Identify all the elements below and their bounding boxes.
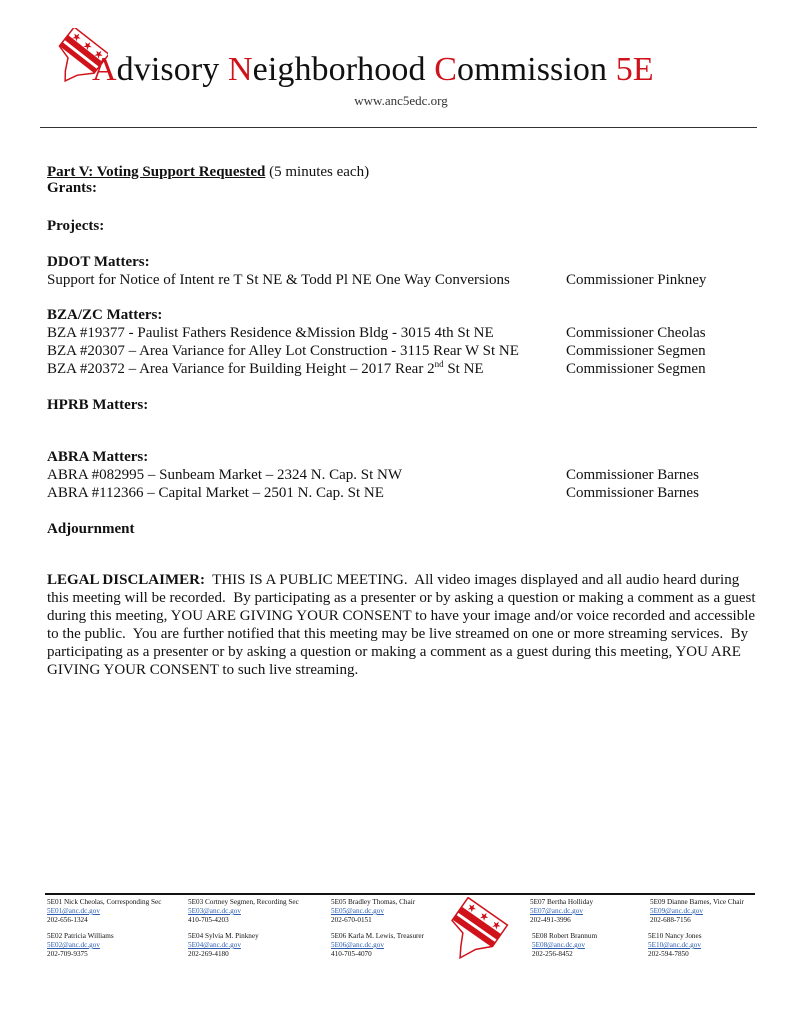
commissioner-contact: [331, 932, 424, 959]
commissioner-contact: [532, 932, 597, 959]
commissioner-email-link[interactable]: 5E09@anc.dc.gov: [650, 907, 703, 915]
section-heading-ddot: DDOT Matters:: [47, 254, 150, 270]
agenda-item: BZA #20307 – Area Variance for Alley Lot Construction - 3115 Rear W St NE: [47, 343, 519, 359]
commissioner-name: 5E05 Bradley Thomas, Chair: [331, 898, 416, 906]
disclaimer-label: LEGAL DISCLAIMER:: [47, 572, 205, 588]
presenter: Commissioner Cheolas: [566, 325, 706, 341]
section-heading-bza: BZA/ZC Matters:: [47, 307, 163, 323]
commissioner-contact: [530, 898, 593, 925]
agenda-item-text: BZA #20372 – Area Variance for Building Height – 2017 Rear 2: [47, 361, 435, 377]
commissioner-name: 5E02 Patricia Williams: [47, 932, 114, 940]
commissioner-phone: 202-594-7850: [648, 950, 689, 958]
title-initial: 5E: [615, 51, 654, 88]
commissioner-email-link[interactable]: 5E06@anc.dc.gov: [331, 941, 384, 949]
projects-heading: Projects:: [47, 218, 105, 234]
presenter: Commissioner Pinkney: [566, 272, 707, 288]
commissioner-contact: [188, 932, 259, 959]
part-title: Part V: Voting Support Requested: [47, 164, 266, 180]
agenda-item: BZA #19377 - Paulist Fathers Residence &Mission Bldg - 3015 4th St NE: [47, 325, 494, 341]
commissioner-phone: 202-491-3996: [530, 916, 571, 924]
commissioner-contact: [650, 898, 744, 925]
title-initial: N: [227, 51, 253, 88]
commissioner-email-link[interactable]: 5E02@anc.dc.gov: [47, 941, 100, 949]
commissioner-contact: [331, 898, 415, 925]
website-url: www.anc5edc.org: [354, 93, 448, 108]
commissioner-phone: 202-256-8452: [532, 950, 573, 958]
footer-divider: [45, 893, 755, 895]
commissioner-phone: 202-670-0151: [331, 916, 372, 924]
legal-disclaimer: [47, 571, 762, 679]
presenter: Commissioner Segmen: [566, 361, 706, 377]
commissioner-name: 5E09 Dianne Barnes, Vice Chair: [650, 898, 744, 906]
commissioner-name: 5E07 Bertha Holliday: [530, 898, 594, 906]
commissioner-name: 5E04 Sylvia M. Pinkney: [188, 932, 259, 940]
disclaimer-text: THIS IS A PUBLIC MEETING. All video images displayed and all audio heard during this meeting will be recorded. By participating as a presenter or by asking a question or making a comment as a guest during this meeting, YOU ARE GIVING YOUR CONSENT to have your image and/or voice recorded and accessible to the public. You are further notified that this meeting may be live streamed on one or more streaming services. By participating as a presenter or by asking a question or making a comment as a guest during this meeting, YOU ARE GIVING YOUR CONSENT to such live streaming.: [47, 572, 760, 678]
part-note: (5 minutes each): [265, 164, 370, 180]
agenda-item: ABRA #112366 – Capital Market – 2501 N. Cap. St NE: [47, 485, 384, 501]
presenter: Commissioner Barnes: [566, 467, 699, 483]
commissioner-phone: 202-269-4180: [188, 950, 229, 958]
agenda-item: [47, 360, 484, 378]
organization-title: [92, 50, 654, 90]
adjournment-heading: Adjournment: [47, 521, 135, 537]
commissioner-phone: 202-656-1324: [47, 916, 88, 924]
presenter: Commissioner Segmen: [566, 343, 706, 359]
commissioner-contact: [47, 932, 114, 959]
commissioner-name: 5E06 Karla M. Lewis, Treasurer: [331, 932, 425, 940]
commissioner-email-link[interactable]: 5E03@anc.dc.gov: [188, 907, 241, 915]
grants-heading: Grants:: [47, 180, 97, 196]
agenda-item: Support for Notice of Intent re T St NE & Todd Pl NE One Way Conversions: [47, 272, 510, 288]
commissioner-name: 5E03 Cortney Segmen, Recording Sec: [188, 898, 299, 906]
commissioner-phone: 410-705-4203: [188, 916, 229, 924]
commissioner-phone: 202-709-9375: [47, 950, 88, 958]
commissioner-email-link[interactable]: 5E05@anc.dc.gov: [331, 907, 384, 915]
agenda-item-text-after: St NE: [443, 361, 484, 377]
ordinal-suffix: nd: [434, 359, 444, 369]
commissioner-email-link[interactable]: 5E10@anc.dc.gov: [648, 941, 701, 949]
agenda-item: ABRA #082995 – Sunbeam Market – 2324 N. Cap. St NW: [47, 467, 402, 483]
commissioner-name: 5E01 Nick Cheolas, Corresponding Sec: [47, 898, 162, 906]
title-text: dvisory: [116, 51, 228, 88]
commissioner-email-link[interactable]: 5E01@anc.dc.gov: [47, 907, 100, 915]
commissioner-phone: 202-688-7156: [650, 916, 691, 924]
title-text: ommission: [456, 51, 616, 88]
commissioner-email-link[interactable]: 5E08@anc.dc.gov: [532, 941, 585, 949]
title-text: eighborhood: [252, 51, 435, 88]
commissioner-contact: [188, 898, 299, 925]
title-initial: A: [92, 51, 117, 88]
commissioner-contact: [47, 898, 161, 925]
commissioner-name: 5E10 Nancy Jones: [648, 932, 702, 940]
header-divider: [40, 127, 757, 128]
commissioner-phone: 410-705-4070: [331, 950, 372, 958]
section-heading-abra: ABRA Matters:: [47, 449, 149, 465]
commissioner-contact: [648, 932, 702, 959]
commissioner-email-link[interactable]: 5E07@anc.dc.gov: [530, 907, 583, 915]
commissioner-name: 5E08 Robert Brannum: [532, 932, 598, 940]
section-heading-hprb: HPRB Matters:: [47, 397, 149, 413]
presenter: Commissioner Barnes: [566, 485, 699, 501]
dc-flag-map-icon: [438, 897, 510, 965]
title-initial: C: [434, 51, 457, 88]
commissioner-email-link[interactable]: 5E04@anc.dc.gov: [188, 941, 241, 949]
